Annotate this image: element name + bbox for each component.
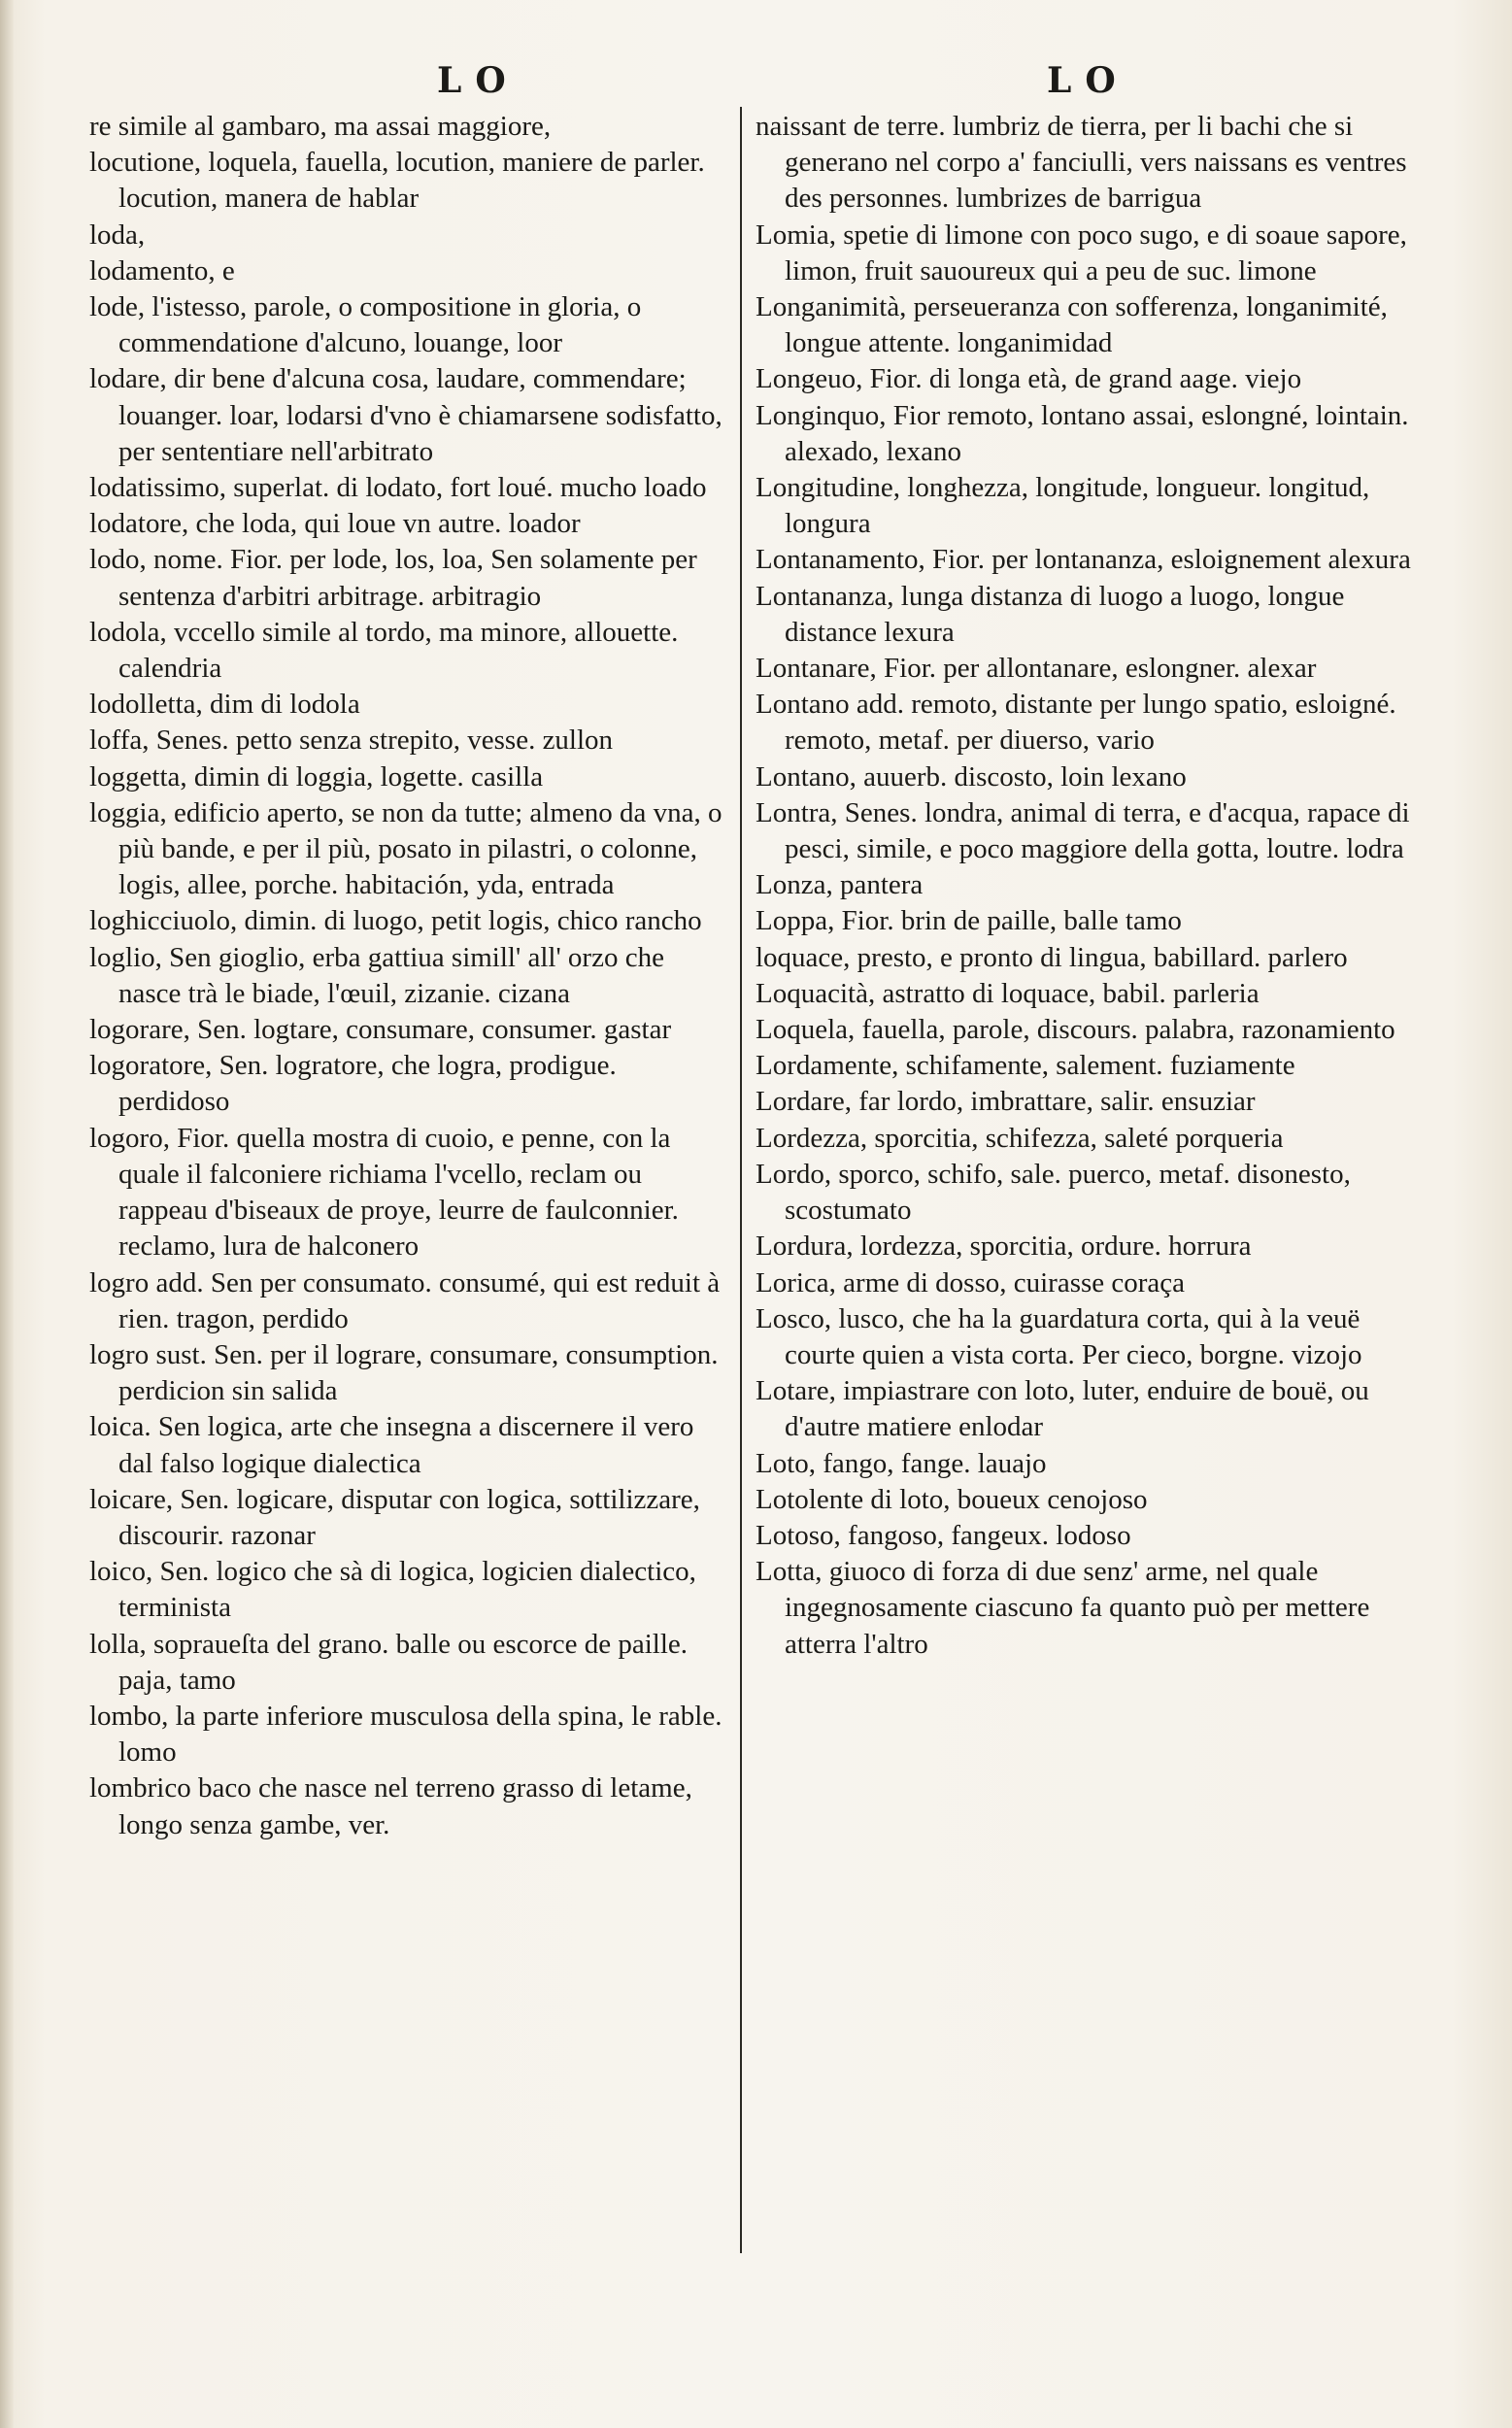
dictionary-entry: Lotoso, fangoso, fangeux. lodoso bbox=[756, 1519, 1131, 1551]
dictionary-entry: loffa, Senes. petto senza strepito, vesse. zullon bbox=[89, 725, 614, 757]
dictionary-entry: loda, bbox=[89, 219, 146, 251]
dictionary-entry: Lordare, far lordo, imbrattare, salir. ensuziar bbox=[756, 1086, 1256, 1118]
dictionary-entry: loglio, Sen gioglio, erba gattiua simill' all' orzo che nasce trà le biade, l'œuil, zizanie. cizana bbox=[89, 941, 664, 1009]
dictionary-entry: loico, Sen. logico che sà di logica, logicien dialectico, terminista bbox=[89, 1556, 696, 1624]
dictionary-entry: lodare, dir bene d'alcuna cosa, laudare, commendare; louanger. loar, lodarsi d'vno è chiamarsene sodisfatto, per sententiare nell'arbitrato bbox=[89, 363, 722, 467]
dictionary-entry: Longeuo, Fior. di longa età, de grand aage. viejo bbox=[756, 363, 1302, 395]
dictionary-entry: Lontanare, Fior. per allontanare, eslongner. alexar bbox=[756, 653, 1317, 685]
dictionary-entry: Loquela, fauella, parole, discours. palabra, razonamiento bbox=[756, 1014, 1395, 1046]
dictionary-entry: Lordamente, schifamente, salement. fuziamente bbox=[756, 1050, 1295, 1082]
dictionary-entry: logro sust. Sen. per il lograre, consumare, consumption. perdicion sin salida bbox=[89, 1338, 719, 1407]
right-column bbox=[756, 109, 1435, 1663]
dictionary-entry: logorare, Sen. logtare, consumare, consumer. gastar bbox=[89, 1014, 672, 1046]
dictionary-entry: lombrico baco che nasce nel terreno grasso di letame, longo senza gambe, ver. bbox=[89, 1772, 692, 1840]
dictionary-entry: Lordura, lordezza, sporcitia, ordure. horrura bbox=[756, 1231, 1252, 1263]
dictionary-entry: Lorica, arme di dosso, cuirasse coraça bbox=[756, 1266, 1186, 1298]
dictionary-entry: Loppa, Fior. brin de paille, balle tamo bbox=[756, 905, 1182, 937]
dictionary-entry: Longitudine, longhezza, longitude, longueur. longitud, longura bbox=[756, 472, 1370, 540]
dictionary-entry: lodatore, che loda, qui loue vn autre. loador bbox=[89, 508, 581, 540]
dictionary-entry: lodo, nome. Fior. per lode, los, loa, Sen solamente per sentenza d'arbitri arbitrage. arbitragio bbox=[89, 544, 697, 612]
dictionary-entry: Lontano add. remoto, distante per lungo spatio, esloigné. remoto, metaf. per diuerso, vario bbox=[756, 689, 1396, 757]
running-header-left: LO bbox=[437, 60, 520, 101]
dictionary-entry: loggetta, dimin di loggia, logette. casilla bbox=[89, 760, 544, 792]
dictionary-entry: lombo, la parte inferiore musculosa della spina, le rable. lomo bbox=[89, 1700, 722, 1769]
dictionary-entry: Lonza, pantera bbox=[756, 869, 924, 901]
dictionary-entry: loquace, presto, e pronto di lingua, babillard. parlero bbox=[756, 941, 1348, 973]
dictionary-entry: Loquacità, astratto di loquace, babil. parleria bbox=[756, 977, 1260, 1009]
dictionary-entry: Losco, lusco, che ha la guardatura corta, qui à la veuë courte quien a vista corta. Per cieco, borgne. vizojo bbox=[756, 1302, 1362, 1370]
dictionary-entry: loica. Sen logica, arte che insegna a discernere il vero dal falso logique dialectica bbox=[89, 1411, 694, 1479]
dictionary-entry: locutione, loquela, fauella, locution, maniere de parler. locution, manera de hablar bbox=[89, 147, 705, 215]
dictionary-entry: lolla, sopraueſta del grano. balle ou escorce de paille. paja, tamo bbox=[89, 1628, 688, 1696]
dictionary-entry: naissant de terre. lumbriz de tierra, per li bachi che si generano nel corpo a' fanciulli, vers naissans es ventres des personnes. lumbrizes de barrigua bbox=[756, 111, 1407, 215]
dictionary-entry: lode, l'istesso, parole, o compositione in gloria, o commendatione d'alcuno, louange, loor bbox=[89, 291, 642, 359]
dictionary-entry: logoro, Fior. quella mostra di cuoio, e penne, con la quale il falconiere richiama l'vcello, reclam ou rappeau d'biseaux de proye, leurre de faulconnier. reclamo, lura de halconero bbox=[89, 1122, 679, 1263]
dictionary-entry: loghicciuolo, dimin. di luogo, petit logis, chico rancho bbox=[89, 905, 702, 937]
dictionary-entry: logoratore, Sen. logratore, che logra, prodigue. perdidoso bbox=[89, 1050, 617, 1118]
page-edge bbox=[0, 0, 14, 2428]
dictionary-entry: loicare, Sen. logicare, disputar con logica, sottilizzare, discourir. razonar bbox=[89, 1483, 700, 1551]
dictionary-entry: lodatissimo, superlat. di lodato, fort loué. mucho loado bbox=[89, 472, 707, 504]
dictionary-entry: logro add. Sen per consumato. consumé, qui est reduit à rien. tragon, perdido bbox=[89, 1266, 721, 1334]
dictionary-entry: Longinquo, Fior remoto, lontano assai, eslongné, lointain. alexado, lexano bbox=[756, 399, 1409, 467]
left-column bbox=[89, 109, 730, 1843]
dictionary-entry: lodola, vccello simile al tordo, ma minore, allouette. calendria bbox=[89, 616, 679, 685]
dictionary-entry: Loto, fango, fange. lauajo bbox=[756, 1447, 1047, 1479]
dictionary-entry: Lotolente di loto, boueux cenojoso bbox=[756, 1483, 1148, 1515]
dictionary-entry: Lordo, sporco, schifo, sale. puerco, metaf. disonesto, scostumato bbox=[756, 1158, 1351, 1227]
dictionary-entry: Lordezza, sporcitia, schifezza, saleté porqueria bbox=[756, 1122, 1284, 1154]
column-divider bbox=[740, 107, 742, 2253]
dictionary-entry: Lontanamento, Fior. per lontananza, esloignement alexura bbox=[756, 544, 1411, 576]
dictionary-entry: Longanimità, perseueranza con sofferenza, longanimité, longue attente. longanimidad bbox=[756, 291, 1388, 359]
dictionary-entry: loggia, edificio aperto, se non da tutte; almeno da vna, o più bande, e per il più, posato in pilastri, o colonne, logis, allee, porche. habitación, yda, entrada bbox=[89, 796, 722, 901]
dictionary-entry: Lotta, giuoco di forza di due senz' arme, nel quale ingegnosamente ciascuno fa quanto può per mettere atterra l'altro bbox=[756, 1556, 1370, 1660]
dictionary-entry: Lontra, Senes. londra, animal di terra, e d'acqua, rapace di pesci, simile, e poco maggiore della gotta, loutre. lodra bbox=[756, 796, 1410, 865]
dictionary-entry: re simile al gambaro, ma assai maggiore, bbox=[89, 111, 552, 142]
dictionary-entry: Lotare, impiastrare con loto, luter, enduire de bouë, ou d'autre matiere enlodar bbox=[756, 1375, 1369, 1443]
dictionary-entry: Lontano, auuerb. discosto, loin lexano bbox=[756, 760, 1187, 792]
dictionary-entry: Lomia, spetie di limone con poco sugo, e di soaue sapore, limon, fruit sauoureux qui a peu de suc. limone bbox=[756, 219, 1407, 287]
dictionary-entry: lodolletta, dim di lodola bbox=[89, 689, 360, 721]
dictionary-entry: Lontananza, lunga distanza di luogo a luogo, longue distance lexura bbox=[756, 580, 1345, 648]
dictionary-entry: lodamento, e bbox=[89, 254, 235, 287]
running-header-right: LO bbox=[1047, 60, 1129, 101]
